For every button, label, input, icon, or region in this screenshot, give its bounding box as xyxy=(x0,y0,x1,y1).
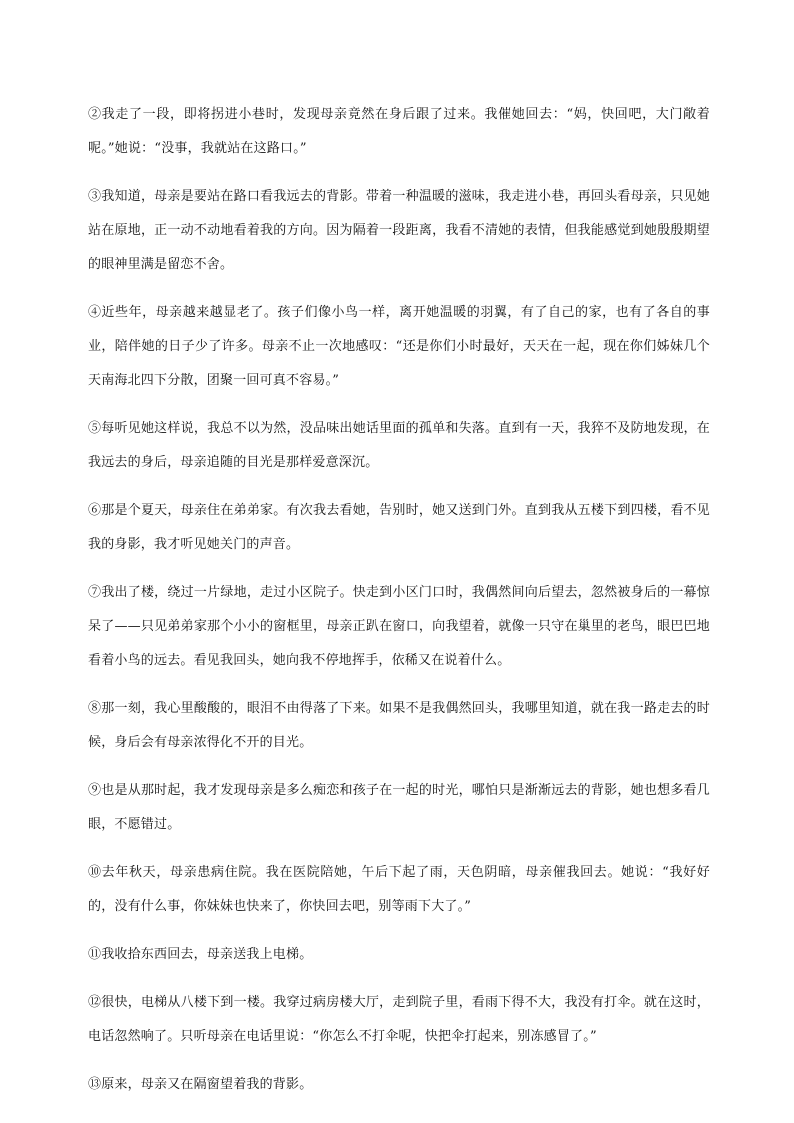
paragraph-10: ⑩去年秋天，母亲患病住院。我在医院陪她，午后下起了雨，天色阴暗，母亲催我回去。她说：“我好好的，没有什么事，你妹妹也快来了，你快回去吧，别等雨下大了。” xyxy=(88,865,710,914)
paragraph-11: ⑪我收拾东西回去，母亲送我上电梯。 xyxy=(88,947,313,962)
paragraph-3: ③我知道，母亲是要站在路口看我远去的背影。带着一种温暖的滋味，我走进小巷，再回头看母亲，只见她站在原地，正一动不动地看着我的方向。因为隔着一段距离，我看不清她的表情，但我能感觉到她殷殷期望的眼神里满是留恋不舍。 xyxy=(88,189,710,272)
paragraph-4: ④近些年，母亲越来越显老了。孩子们像小鸟一样，离开她温暖的羽翼，有了自己的家，也有了各自的事业，陪伴她的日子少了许多。母亲不止一次地感叹：“还是你们小时最好，天天在一起，现在你们姊妹几个天南海北四下分散，团聚一回可真不容易。” xyxy=(88,305,710,388)
paragraph-6: ⑥那是个夏天，母亲住在弟弟家。有次我去看她，告别时，她又送到门外。直到我从五楼下到四楼，看不见我的身影，我才听见她关门的声音。 xyxy=(88,503,710,552)
paragraph-7: ⑦我出了楼，绕过一片绿地，走过小区院子。快走到小区门口时，我偶然间向后望去，忽然被身后的一幕惊呆了——只见弟弟家那个小小的窗框里，母亲正趴在窗口，向我望着，就像一只守在巢里的老鸟，眼巴巴地看着小鸟的远去。看见我回头，她向我不停地挥手，依稀又在说着什么。 xyxy=(88,585,710,668)
paragraph-9: ⑨也是从那时起，我才发现母亲是多么痴恋和孩子在一起的时光，哪怕只是渐渐远去的背影，她也想多看几眼，不愿错过。 xyxy=(88,783,710,832)
paragraph-5: ⑤每听见她这样说，我总不以为然，没品味出她话里面的孤单和失落。直到有一天，我猝不及防地发现，在我远去的身后，母亲追随的目光是那样爱意深沉。 xyxy=(88,421,710,470)
paragraph-8: ⑧那一刻，我心里酸酸的，眼泪不由得落了下来。如果不是我偶然回头，我哪里知道，就在我一路走去的时候，身后会有母亲浓得化不开的目光。 xyxy=(88,701,710,750)
paragraph-2: ②我走了一段，即将拐进小巷时，发现母亲竟然在身后跟了过来。我催她回去：“妈，快回吧，大门敞着呢。”她说：“没事，我就站在这路口。” xyxy=(88,107,710,156)
paragraph-13: ⑬原来，母亲又在隔窗望着我的背影。 xyxy=(88,1077,313,1092)
paragraph-12: ⑫很快，电梯从八楼下到一楼。我穿过病房楼大厅，走到院子里，看雨下得不大，我没有打伞。就在这时，电话忽然响了。只听母亲在电话里说：“你怎么不打伞呢，快把伞打起来，别冻感冒了。” xyxy=(88,995,710,1044)
